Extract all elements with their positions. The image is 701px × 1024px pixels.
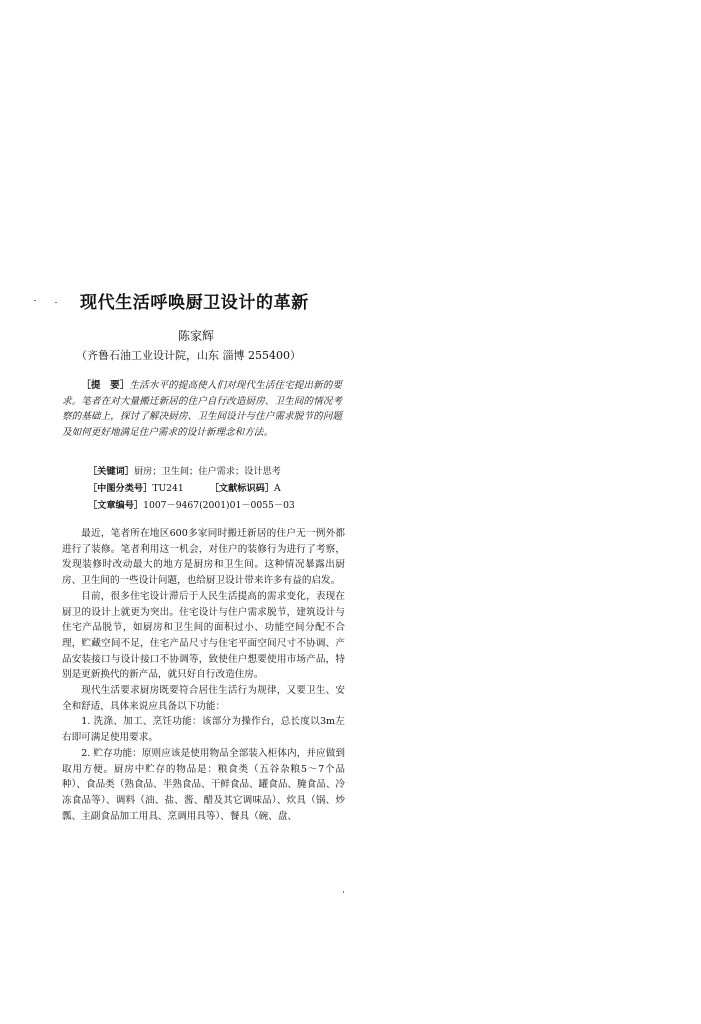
abstract-paragraph — [62, 378, 342, 440]
doc-code-label: ［文献标识码］ — [209, 483, 275, 494]
body-paragraph: 2. 贮存功能：原则应该是使用物品全部装入柜体内，并应做到取用方便。厨房中贮存的物品是：粮食类（五谷杂粮5～7个品种）、食品类（熟食品、半熟食品、干鲜食品、罐食品、腌食品、冷冻食品等）、调料（油、盐、酱、醋及其它调味品）、炊具（锅、炒瓢、主副食品加工用具、烹调用具等）、餐具（碗、盘、 — [62, 747, 346, 822]
keywords-text: 厨房；卫生间；住户需求；设计思考 — [133, 466, 281, 477]
clc-value: TU241 — [152, 483, 184, 494]
scan-speck — [55, 302, 57, 303]
clc-label: ［中图分类号］ — [88, 483, 153, 494]
article-no-label: ［文章编号］ — [88, 500, 144, 511]
article-title: 现代生活呼唤厨卫设计的革新 — [80, 293, 309, 313]
article-number-line — [88, 497, 348, 511]
abstract-text: 生活水平的提高使人们对现代生活住宅提出新的要求。笔者在对大量搬迁新居的住户自行改造厨房、卫生间的情况考察的基础上，探讨了解决厨房、卫生间设计与住户需求脱节的问题及如何更好地满足住户需求的设计新理念和方法。 — [62, 380, 343, 438]
article-author: 陈家辉 — [178, 329, 215, 343]
body-paragraph: 现代生活要求厨房既要符合居住生活行为规律，又要卫生、安全和舒适，具体来说应具备以下功能： — [62, 685, 345, 712]
abstract-label: ［提 要］ — [81, 380, 130, 391]
author-affiliation: （齐鲁石油工业设计院，山东 淄博 255400） — [76, 349, 301, 362]
scan-speck — [34, 300, 36, 301]
article-no-value: 1007－9467(2001)01－0055－03 — [143, 500, 295, 511]
body-paragraph: 目前，很多住宅设计滞后于人民生活提高的需求变化，表现在厨卫的设计上就更为突出。住宅设计与住户需求脱节，建筑设计与住宅产品脱节，如厨房和卫生间的面积过小、功能空间分配不合理，贮藏空间不足，住宅产品尺寸与住宅平面空间尺寸不协调、产品安装接口与设计接口不协调等，致使住户想要使用市场产品，特别是更新换代的新产品，就只好自行改造住房。 — [62, 590, 345, 681]
doc-code-value: A — [274, 483, 281, 494]
body-paragraph: 1. 洗涤、加工、烹饪功能：该部分为操作台，总长度以3m左右即可满足使用要求。 — [62, 716, 345, 744]
body-text — [62, 526, 345, 824]
keywords-line — [88, 463, 348, 477]
body-paragraph: 最近，笔者所在地区600多家同时搬迁新居的住户无一例外都进行了装修。笔者利用这一机会，对住户的装修行为进行了考察，发现装修时改动最大的地方是厨房和卫生间。这种情况暴露出厨房、卫生间的一些设计问题，也给厨卫设计带来许多有益的启发。 — [62, 528, 345, 587]
abstract — [62, 378, 342, 440]
keywords-label: ［关键词］ — [88, 466, 134, 477]
scan-speck — [343, 891, 344, 893]
classification-line — [88, 480, 348, 494]
